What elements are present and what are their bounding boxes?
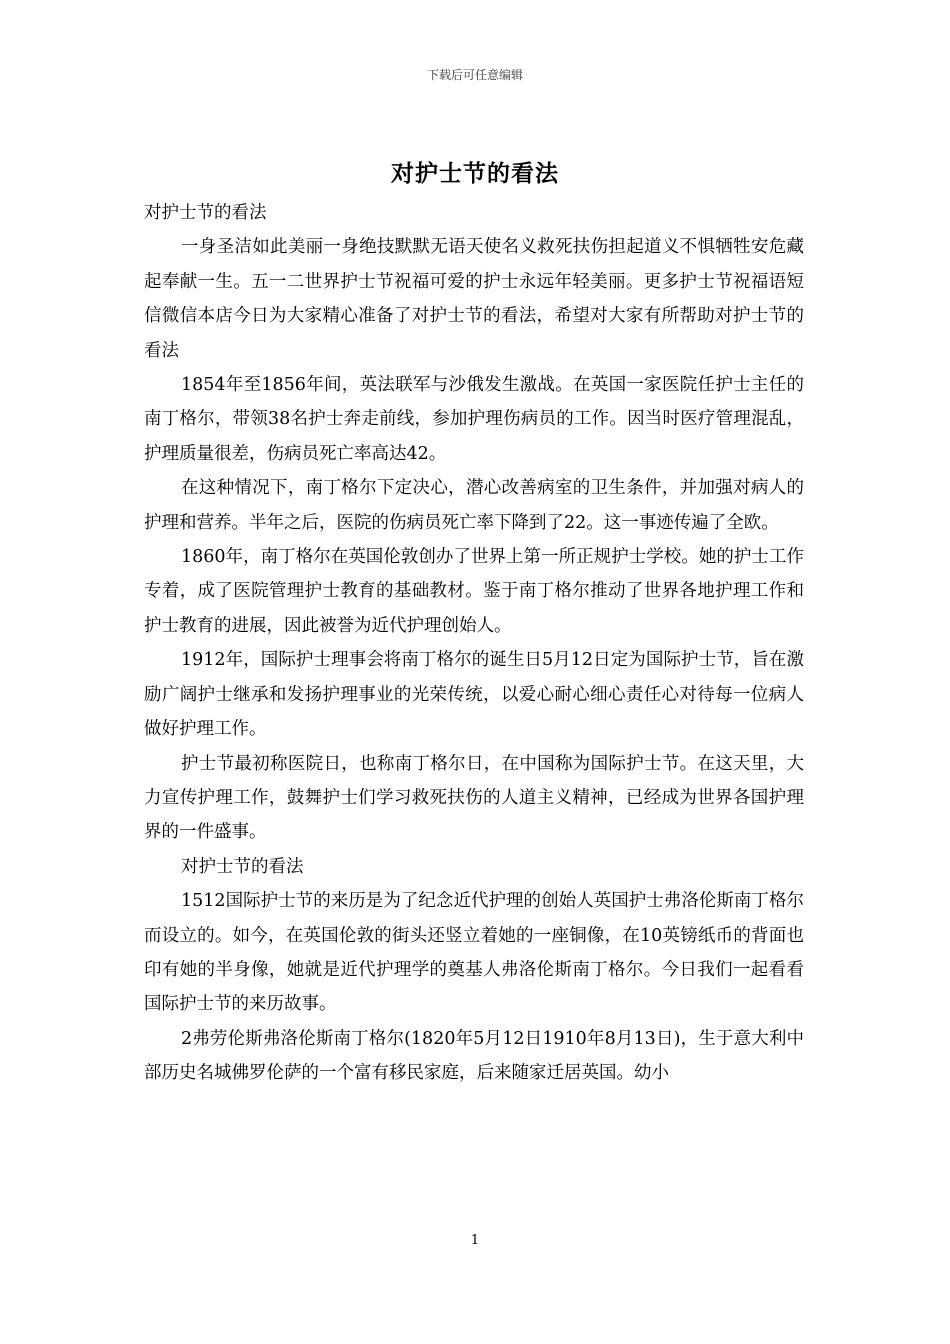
paragraph: 1860年，南丁格尔在英国伦敦创办了世界上第一所正规护士学校。她的护士工作专着，成了医院管理护士教育的基础教材。鉴于南丁格尔推动了世界各地护理工作和护士教育的进展，因此被誉为近代护理创始人。	[144, 547, 804, 636]
paragraph: 1512国际护士节的来历是为了纪念近代护理的创始人英国护士弗洛伦斯南丁格尔而设立的。如今，在英国伦敦的街头还竖立着她的一座铜像，在10英镑纸币的背面也印有她的半身像，她就是近代护理学的奠基人弗洛伦斯南丁格尔。今日我们一起看看国际护士节的来历故事。	[144, 891, 804, 1015]
paragraph: 1854年至1856年间，英法联军与沙俄发生激战。在英国一家医院任护士主任的南丁格尔，带领38名护士奔走前线，参加护理伤病员的工作。因当时医疗管理混乱，护理质量很差，伤病员死亡率高达42。	[144, 375, 804, 464]
paragraph: 1912年，国际护士理事会将南丁格尔的诞生日5月12日定为国际护士节，旨在激励广阔护士继承和发扬护理事业的光荣传统，以爱心耐心细心责任心对待每一位病人做好护理工作。	[144, 650, 804, 740]
paragraph: 在这种情况下，南丁格尔下定决心，潜心改善病室的卫生条件，并加强对病人的护理和营养。半年之后，医院的伤病员死亡率下降到了22。这一事迹传遍了全欧。	[144, 478, 804, 533]
page-number: 1	[470, 1233, 480, 1248]
paragraph: 一身圣洁如此美丽一身绝技默默无语天使名义救死扶伤担起道义不惧牺牲安危藏起奉献一生。五一二世界护士节祝福可爱的护士永远年轻美丽。更多护士节祝福语短信微信本店今日为大家精心准备了对护士节的看法，希望对大家有所帮助对护士节的看法	[144, 237, 804, 361]
paragraph: 护士节最初称医院日，也称南丁格尔日，在中国称为国际护士节。在这天里，大力宣传护理工作，鼓舞护士们学习救死扶伤的人道主义精神，已经成为世界各国护理界的一件盛事。	[144, 753, 804, 843]
paragraph: 2弗劳伦斯弗洛伦斯南丁格尔(1820年5月12日1910年8月13日)，生于意大利中部历史名城佛罗伦萨的一个富有移民家庭，后来随家迁居英国。幼小	[144, 1028, 804, 1084]
page-header-note: 下载后可任意编辑	[426, 68, 523, 82]
document-title: 对护士节的看法	[391, 160, 559, 187]
document-body	[144, 196, 804, 1091]
paragraph: 对护士节的看法	[144, 203, 267, 223]
section-heading: 对护士节的看法	[181, 856, 304, 877]
